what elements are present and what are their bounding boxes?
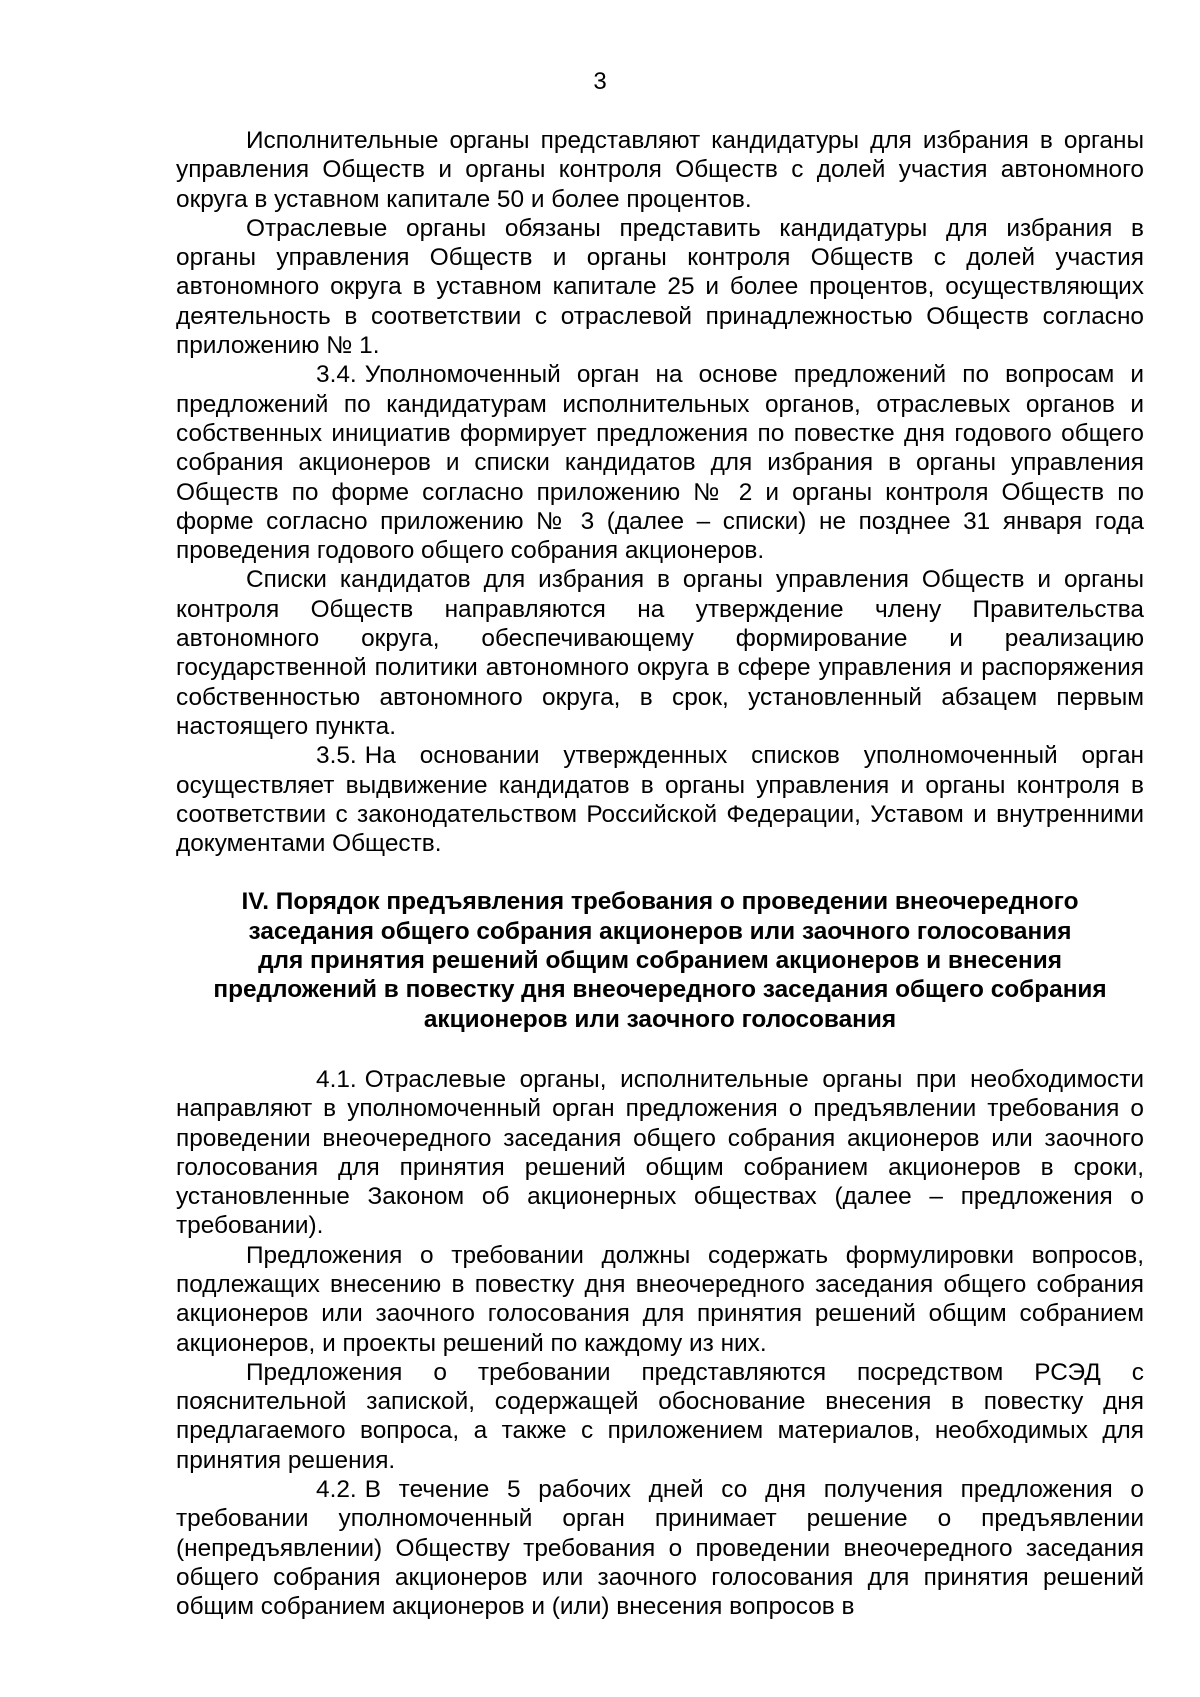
paragraph-text: Уполномоченный орган на основе предложений по вопросам и предложений по кандидатурам исполнительных органов, отраслевых органов и собственных инициатив формирует предложения по повестке дня годового общего собрания акционеров и списки кандидатов для избрания в органы управления Обществ по форме согласно приложению № 2 и органы контроля Обществ по форме согласно приложению № 3 (далее – списки) не позднее 31 января года проведения годового общего собрания акционеров. xyxy=(176,361,1144,565)
paragraph xyxy=(176,1475,1144,1621)
heading-line: заседания общего собрания акционеров или заочного голосования xyxy=(248,917,1072,945)
page-number: 3 xyxy=(593,68,607,95)
paragraph-text: Предложения о требовании должны содержать формулировки вопросов, подлежащих внесению в повестку дня внеочередного заседания общего собрания акционеров или заочного голосования для принятия решений общим собранием акционеров, и проекты решений по каждому из них. xyxy=(176,1241,1144,1357)
spacer xyxy=(176,858,1144,887)
paragraph-text: Отраслевые органы, исполнительные органы при необходимости направляют в уполномоченный орган предложения о предъявлении требования о проведении внеочередного заседания общего собрания акционеров или заочного голосования для принятия решений общим собранием акционеров в сроки, установленные Законом об акционерных обществах (далее – предложения о требовании). xyxy=(176,1065,1144,1240)
paragraph xyxy=(176,1065,1144,1241)
paragraph xyxy=(176,1358,1144,1475)
paragraph-text: На основании утвержденных списков уполномоченный орган осуществляет выдвижение кандидатов в органы управления и органы контроля в соответствии с законодательством Российской Федерации, Уставом и внутренними документами Обществ. xyxy=(176,742,1144,858)
paragraph-text: Отраслевые органы обязаны представить кандидатуры для избрания в органы управления Обществ и органы контроля Обществ с долей участия автономного округа в уставном капитале 25 и более процентов, осуществляющих деятельность в соответствии с отраслевой принадлежностью Обществ согласно приложению № 1. xyxy=(176,214,1144,360)
paragraph-text: Предложения о требовании представляются посредством РСЭД с пояснительной запиской, содержащей обоснование внесения в повестку дня предлагаемого вопроса, а также с приложением материалов, необходимых для принятия решения. xyxy=(176,1358,1144,1474)
section-3-paragraphs xyxy=(176,126,1144,858)
paragraph xyxy=(176,360,1144,565)
heading-line: IV. Порядок предъявления требования о проведении внеочередного xyxy=(241,888,1079,916)
paragraph xyxy=(176,565,1144,741)
heading-line: предложений в повестку дня внеочередного заседания общего собрания xyxy=(213,976,1107,1004)
clause-number: 4.2. xyxy=(316,1476,357,1504)
paragraph xyxy=(176,214,1144,360)
paragraph-text: Списки кандидатов для избрания в органы управления Обществ и органы контроля Обществ направляются на утверждение члену Правительства автономного округа, обеспечивающему формирование и реализацию государственной политики автономного округа в сфере управления и распоряжения собственностью автономного округа, в срок, установленный абзацем первым настоящего пункта. xyxy=(176,566,1144,740)
paragraph xyxy=(176,1241,1144,1358)
clause-number: 4.1. xyxy=(316,1065,357,1093)
heading-line: для принятия решений общим собранием акционеров и внесения xyxy=(258,947,1062,975)
paragraph xyxy=(176,741,1144,858)
paragraph-text: Исполнительные органы представляют кандидатуры для избрания в органы управления Обществ и органы контроля Обществ с долей участия автономного округа в уставном капитале 50 и более процентов. xyxy=(176,127,1144,213)
spacer xyxy=(176,1034,1144,1065)
heading-line: акционеров или заочного голосования xyxy=(423,1005,897,1033)
document-body xyxy=(176,126,1144,1622)
clause-number: 3.4. xyxy=(316,361,357,389)
section-iv-heading xyxy=(176,887,1144,1033)
clause-number: 3.5. xyxy=(316,742,357,770)
paragraph xyxy=(176,126,1144,214)
section-4-paragraphs xyxy=(176,1065,1144,1622)
paragraph-text: В течение 5 рабочих дней со дня получения предложения о требовании уполномоченный орган принимает решение о предъявлении (непредъявлении) Обществу требования о проведении внеочередного заседания общего собрания акционеров или заочного голосования для принятия решений общим собранием акционеров и (или) внесения вопросов в xyxy=(176,1476,1144,1621)
